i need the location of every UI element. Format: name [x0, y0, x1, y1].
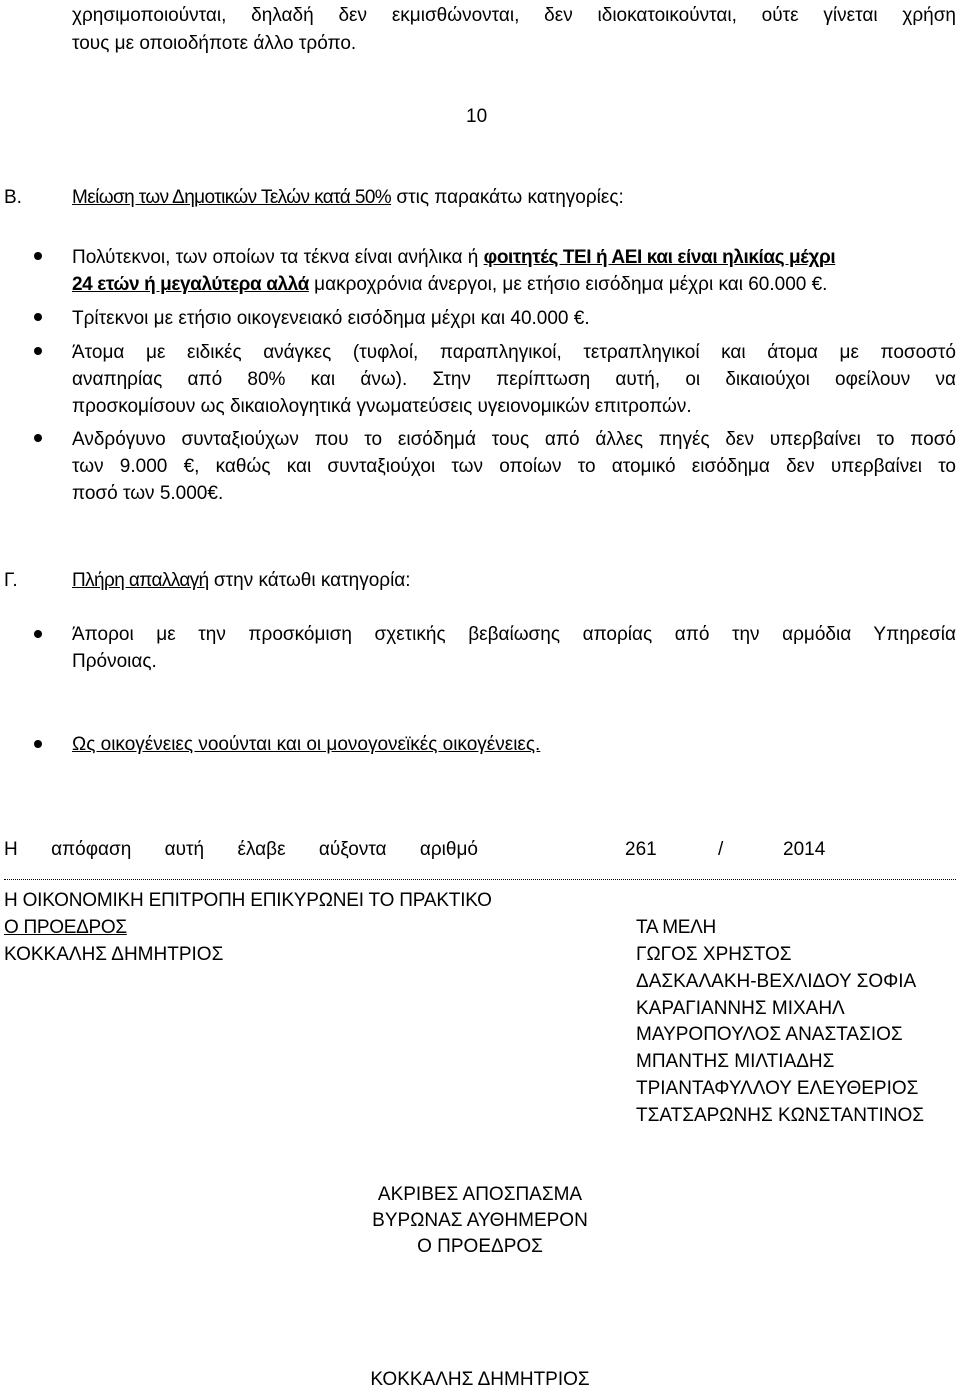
b-bullet3-line1: Άτομα με ειδικές ανάγκες (τυφλοί, παραπληγικοί, τετραπληγικοί και άτομα με ποσοστό: [72, 342, 956, 363]
section-c-heading: [72, 568, 411, 594]
member-name: ΤΣΑΤΣΑΡΩΝΗΣ ΚΩΝΣΤΑΝΤΙΝΟΣ: [636, 1104, 925, 1126]
extract-block: [300, 1182, 660, 1260]
intro-line-2: τους με οποιοδήποτε άλλο τρόπο.: [72, 33, 357, 54]
page-number: 10: [466, 106, 488, 127]
decision-text: Η απόφαση αυτή έλαβε αύξοντα αριθμό: [4, 839, 478, 860]
b-bullet1-l2-text: μακροχρόνια άνεργοι, με ετήσιο εισόδημα μέχρι και 60.000 €.: [308, 274, 828, 295]
b-bullet1-line1: [72, 245, 956, 271]
c-bullet2: Ως οικογένειες νοούνται και οι μονογονεϊκές οικογένειες.: [72, 734, 541, 755]
member-name: ΚΑΡΑΓΙΑΝΝΗΣ ΜΙΧΑΗΛ: [636, 997, 845, 1019]
decision-slash: /: [718, 839, 724, 860]
extract-line-1: ΑΚΡΙΒΕΣ ΑΠΟΣΠΑΣΜΑ: [377, 1184, 583, 1205]
intro-line-1: χρησιμοποιούνται, δηλαδή δεν εκμισθώνονται, δεν ιδιοκατοικούνται, ούτε γίνεται χρήση: [72, 5, 956, 26]
president-name: ΚΟΚΚΑΛΗΣ ΔΗΜΗΤΡΙΟΣ: [4, 944, 224, 965]
section-b-letter: Β.: [4, 187, 22, 208]
b-bullet1-l1-text: Πολύτεκνοι, των οποίων τα τέκνα είναι ανήλικα ή: [72, 247, 484, 268]
bullet-dot: [34, 740, 42, 748]
bullet-dot: [34, 347, 42, 355]
member-name: ΤΡΙΑΝΤΑΦΥΛΛΟΥ ΕΛΕΥΘΕΡΙΟΣ: [636, 1077, 919, 1099]
bullet-dot: [34, 313, 42, 321]
bullet-dot: [34, 630, 42, 638]
decision-number: 261: [625, 839, 657, 860]
members-label: ΤΑ ΜΕΛΗ: [636, 917, 716, 938]
b-bullet2: Τρίτεκνοι με ετήσιο οικογενειακό εισόδημα μέχρι και 40.000 €.: [72, 308, 590, 329]
c-bullet1-line1: Άποροι με την προσκόμιση σχετικής βεβαίωσης απορίας από την αρμόδια Υπηρεσία: [72, 624, 956, 645]
extract-line-2: ΒΥΡΩΝΑΣ ΑΥΘΗΜΕΡΟΝ: [372, 1210, 588, 1231]
b-bullet3-line3: προσκομίσουν ως δικαιολογητικά γνωματεύσεις υγειονομικών επιτροπών.: [72, 396, 692, 417]
extract-line-3: Ο ΠΡΟΕΔΡΟΣ: [417, 1236, 543, 1257]
member-name: ΜΠΑΝΤΗΣ ΜΙΛΤΙΑΔΗΣ: [636, 1051, 835, 1073]
b-bullet4-line2: των 9.000 €, καθώς και συνταξιούχοι των οποίων το ατομικό εισόδημα δεν υπερβαίνει το: [72, 456, 956, 477]
committee-header: Η ΟΙΚΟΝΟΜΙΚΗ ΕΠΙΤΡΟΠΗ ΕΠΙΚΥΡΩΝΕΙ ΤΟ ΠΡΑΚΤΙΚΟ: [4, 890, 492, 911]
section-c-title: Πλήρη απαλλαγή: [72, 570, 209, 591]
member-name: ΓΩΓΟΣ ΧΡΗΣΤΟΣ: [636, 944, 792, 965]
dotted-separator: [4, 879, 956, 880]
c-bullet1-line2: Πρόνοιας.: [72, 651, 157, 672]
section-b-title-rest: στις παρακάτω κατηγορίες:: [391, 187, 624, 208]
b-bullet4-line1: Ανδρόγυνο συνταξιούχων που το εισόδημά τους από άλλες πηγές δεν υπερβαίνει το ποσό: [72, 429, 956, 450]
extract-signatory: ΚΟΚΚΑΛΗΣ ΔΗΜΗΤΡΙΟΣ: [370, 1369, 590, 1390]
member-name: ΜΑΥΡΟΠΟΥΛΟΣ ΑΝΑΣΤΑΣΙΟΣ: [636, 1024, 903, 1046]
section-b-title: Μείωση των Δημοτικών Τελών κατά 50%: [72, 187, 392, 208]
president-label: Ο ΠΡΟΕΔΡΟΣ: [4, 917, 127, 938]
section-b-heading: [72, 185, 624, 211]
b-bullet3-line2: αναπηρίας από 80% και άνω). Στην περίπτωση αυτή, οι δικαιούχοι οφείλουν να: [72, 369, 956, 390]
member-name: ΔΑΣΚΑΛΑΚΗ-ΒΕΧΛΙΔΟΥ ΣΟΦΙΑ: [636, 970, 917, 992]
section-c-title-rest: στην κάτωθι κατηγορία:: [208, 570, 411, 591]
b-bullet1-l1-underlined: φοιτητές ΤΕΙ ή ΑΕΙ και είναι ηλικίας μέχρι: [483, 247, 836, 268]
members-list: [636, 942, 924, 1130]
section-c-letter: Γ.: [4, 570, 18, 591]
b-bullet1-l2-underlined: 24 ετών ή μεγαλύτερα αλλά: [72, 274, 309, 295]
b-bullet1-line2: [72, 272, 956, 298]
b-bullet4-line3: ποσό των 5.000€.: [72, 483, 224, 504]
decision-year: 2014: [783, 839, 826, 860]
bullet-dot: [34, 434, 42, 442]
bullet-dot: [34, 252, 42, 260]
